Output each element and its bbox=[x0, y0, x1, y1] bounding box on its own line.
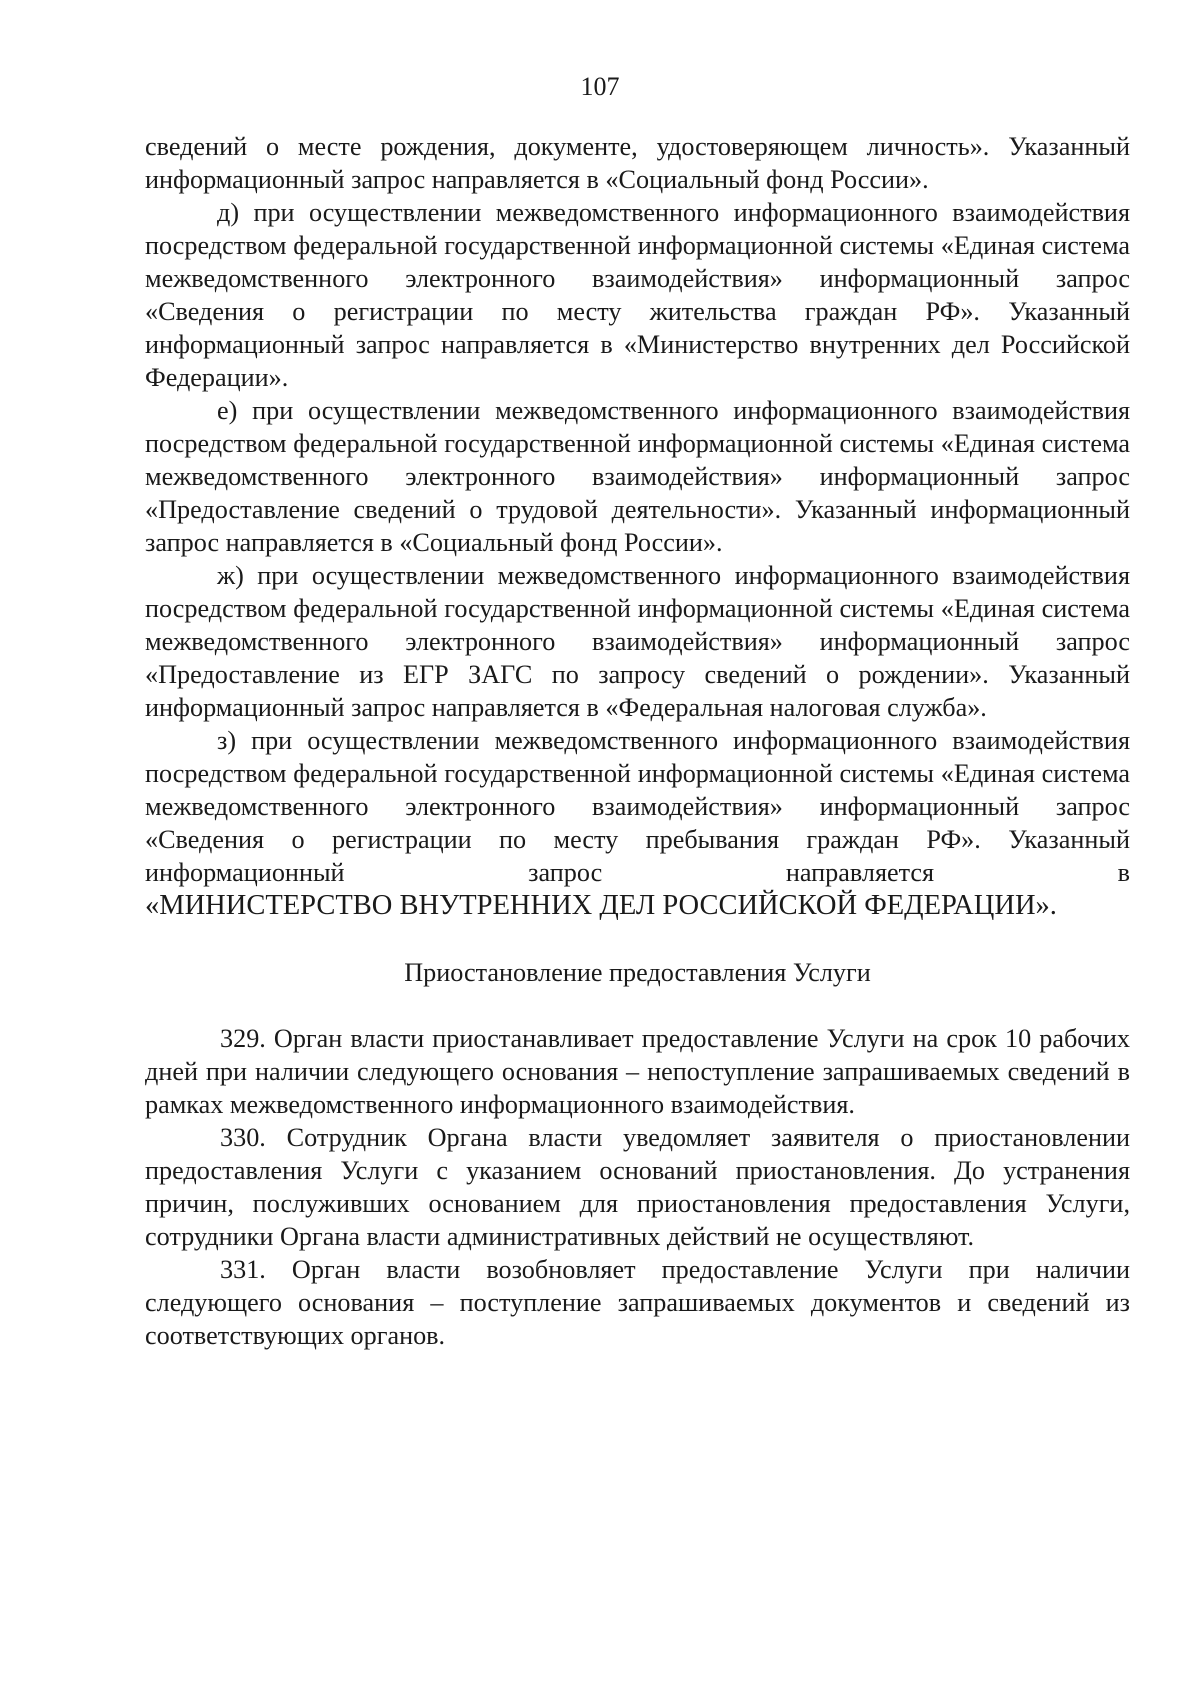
clause-329: 329. Орган власти приостанавливает предоставление Услуги на срок 10 рабочих дней при наличии следующего основания – непоступление запрашиваемых сведений в рамках межведомственного информационного взаимодействия. bbox=[145, 1024, 1130, 1119]
paragraph-item-z: з) при осуществлении межведомственного информационного взаимодействия посредством федеральной государственной информационной системы «Единая система межведомственного электронного взаимодействия» информационный запрос «Сведения о регистрации по месту пребывания граждан РФ». Указанный информационный запрос направляется в bbox=[145, 726, 1130, 887]
paragraph-item-zh: ж) при осуществлении межведомственного информационного взаимодействия посредством федеральной государственной информационной системы «Единая система межведомственного электронного взаимодействия» информационный запрос «Предоставление из ЕГР ЗАГС по запросу сведений о рождении». Указанный информационный запрос направляется в «Федеральная налоговая служба». bbox=[145, 561, 1130, 722]
section-heading: Приостановление предоставления Услуги bbox=[404, 958, 871, 987]
paragraph-item-z-last-line: «МИНИСТЕРСТВО ВНУТРЕННИХ ДЕЛ РОССИЙСКОЙ ФЕДЕРАЦИИ». bbox=[145, 890, 1057, 921]
paragraph-continuation: сведений о месте рождения, документе, удостоверяющем личность». Указанный информационный запрос направляется в «Социальный фонд России». bbox=[145, 132, 1130, 194]
paragraph-item-d: д) при осуществлении межведомственного информационного взаимодействия посредством федеральной государственной информационной системы «Единая система межведомственного электронного взаимодействия» информационный запрос «Сведения о регистрации по месту жительства граждан РФ». Указанный информационный запрос направляется в «Министерство внутренних дел Российской Федерации». bbox=[145, 198, 1130, 392]
page-number: 107 bbox=[580, 72, 620, 101]
clause-331: 331. Орган власти возобновляет предоставление Услуги при наличии следующего основания – поступление запрашиваемых документов и сведений из соответствующих органов. bbox=[145, 1255, 1130, 1350]
document-body bbox=[145, 130, 1130, 1352]
clause-330: 330. Сотрудник Органа власти уведомляет заявителя о приостановлении предоставления Услуги с указанием оснований приостановления. До устранения причин, послуживших основанием для приостановления предоставления Услуги, сотрудники Органа власти административных действий не осуществляют. bbox=[145, 1123, 1130, 1251]
paragraph-item-e: е) при осуществлении межведомственного информационного взаимодействия посредством федеральной государственной информационной системы «Единая система межведомственного электронного взаимодействия» информационный запрос «Предоставление сведений о трудовой деятельности». Указанный информационный запрос направляется в «Социальный фонд России». bbox=[145, 396, 1130, 557]
